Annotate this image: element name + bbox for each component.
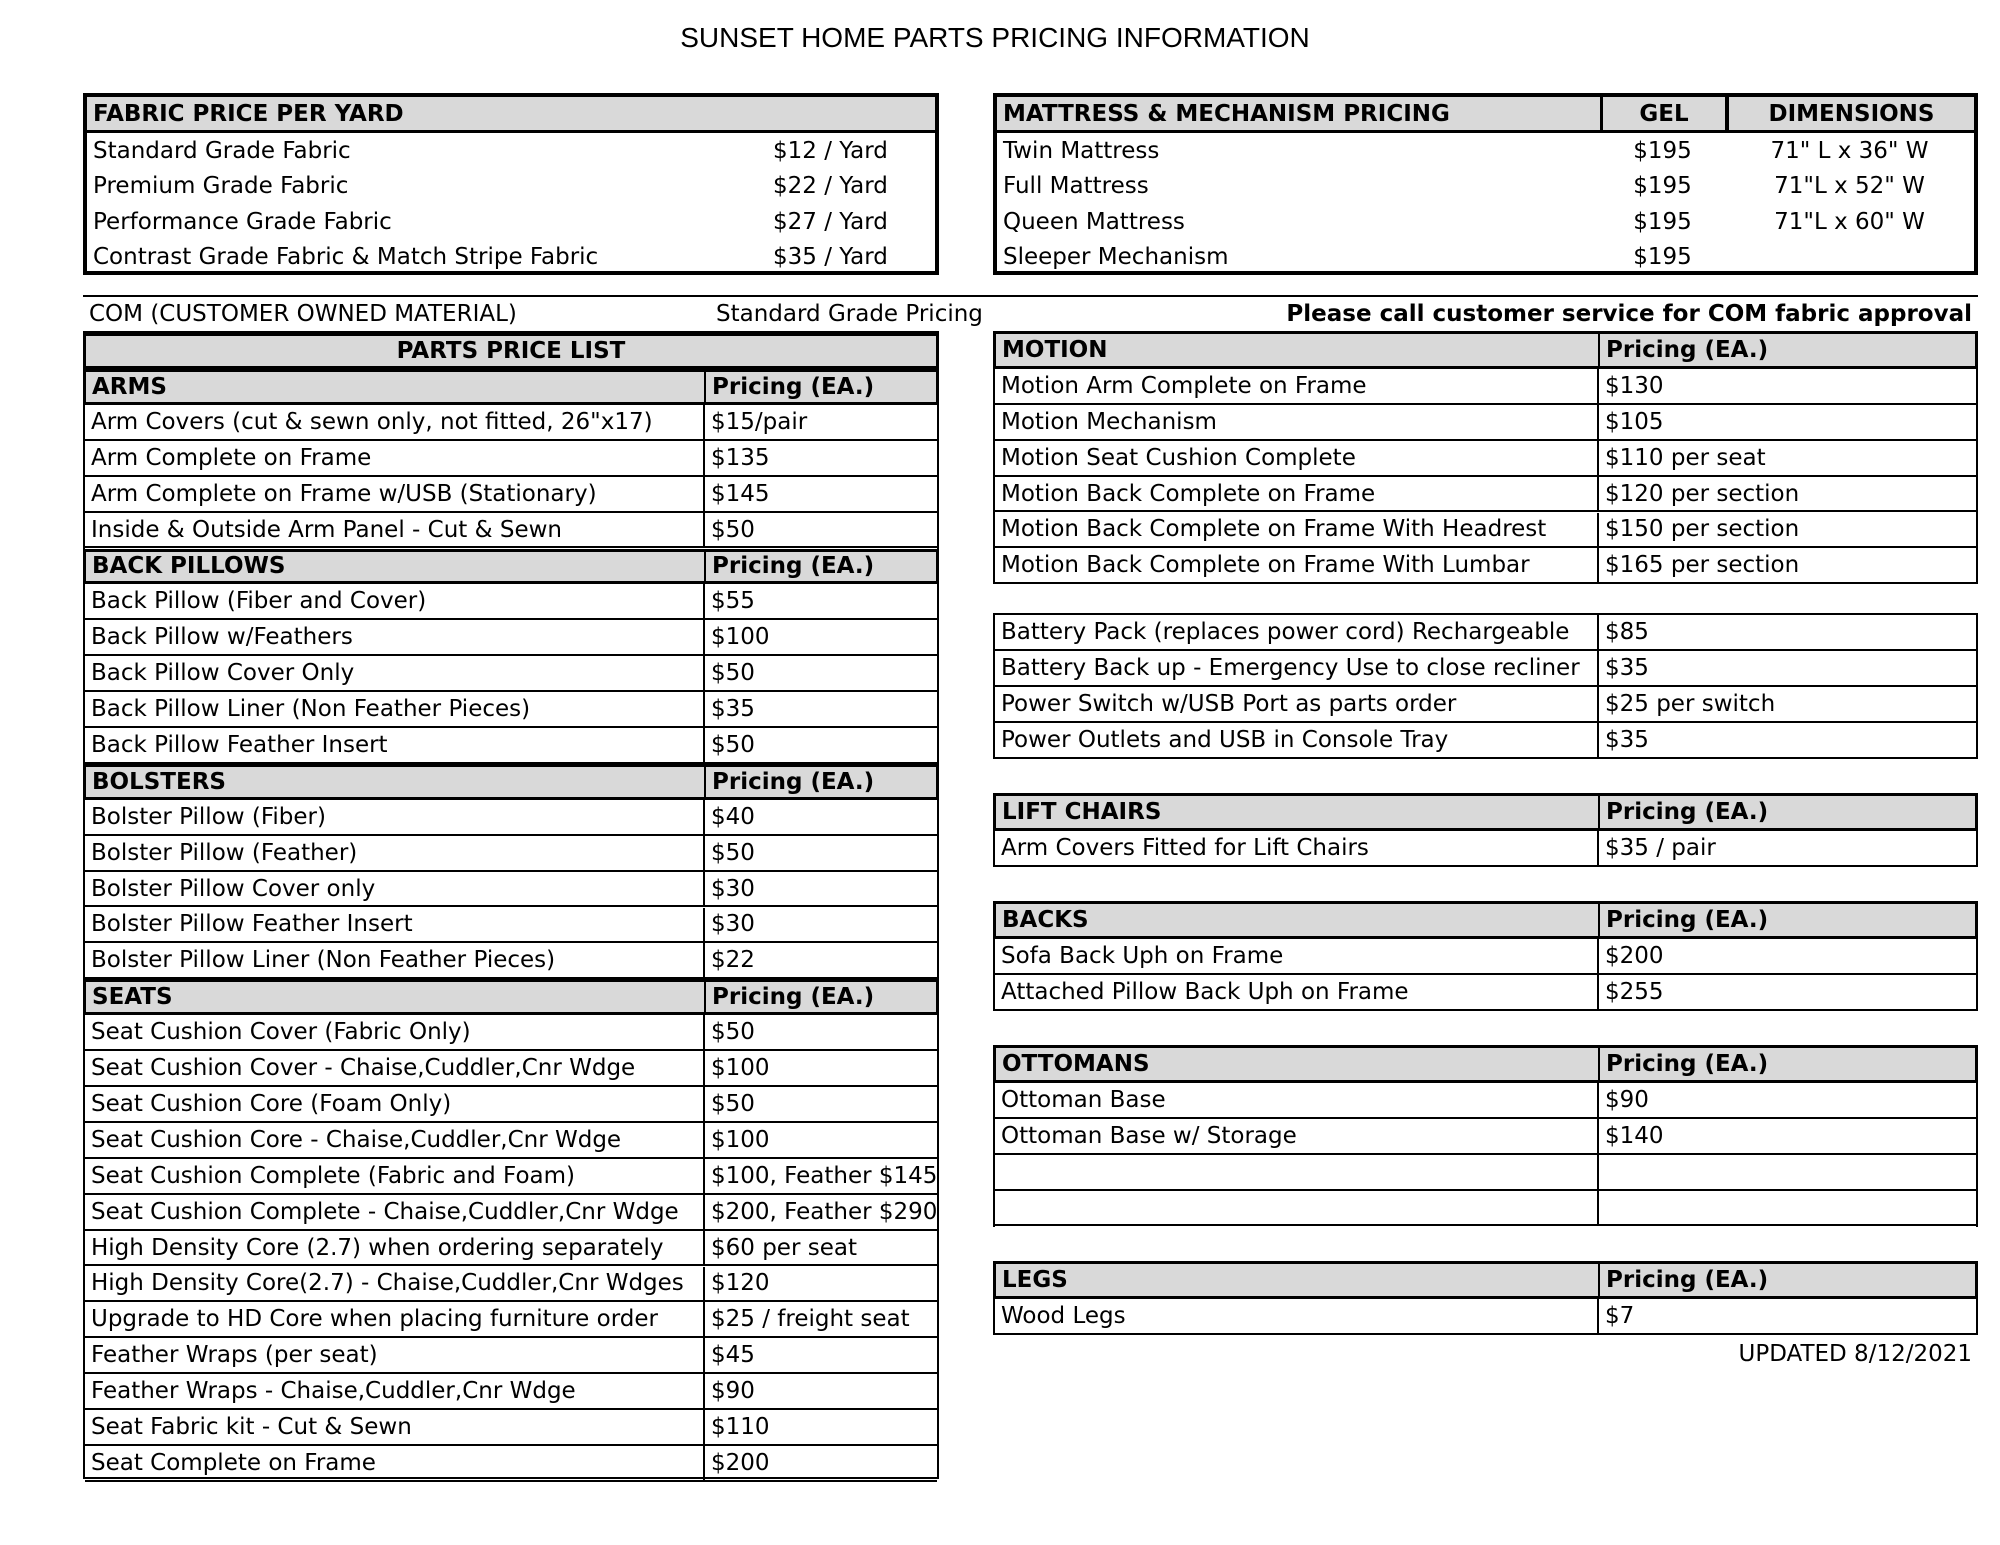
fabric-table	[83, 93, 939, 275]
price-header: Pricing (EA.)	[704, 982, 940, 1012]
part-price: $100	[703, 1051, 939, 1085]
part-price: $255	[1597, 975, 1976, 1009]
part-row	[995, 405, 1976, 441]
part-name	[995, 1155, 1597, 1189]
part-row	[995, 939, 1976, 975]
part-price: $50	[703, 513, 939, 547]
mattress-name: Twin Mattress	[1003, 137, 1160, 164]
part-row	[85, 800, 937, 836]
mattress-name: Sleeper Mechanism	[1003, 244, 1229, 271]
mattress-row	[997, 169, 1974, 205]
part-price: $35	[1597, 723, 1976, 757]
part-row	[85, 1087, 937, 1123]
part-price: $35 / pair	[1597, 831, 1976, 865]
part-price	[1597, 1191, 1976, 1225]
section-header-row	[993, 1261, 1978, 1299]
part-row	[85, 943, 937, 979]
fabric-row	[87, 169, 935, 205]
com-label: COM (CUSTOMER OWNED MATERIAL)	[89, 301, 517, 327]
part-price: $25 per switch	[1597, 687, 1976, 721]
part-price: $200	[1597, 939, 1976, 973]
part-name: Ottoman Base w/ Storage	[1001, 1122, 1297, 1149]
fabric-header: FABRIC PRICE PER YARD	[93, 100, 404, 127]
com-note: Please call customer service for COM fabric approval	[1286, 301, 1972, 327]
part-name: Seat Cushion Cover - Chaise,Cuddler,Cnr Wdge	[91, 1055, 636, 1082]
part-name	[995, 1191, 1597, 1225]
part-name: Bolster Pillow Feather Insert	[91, 911, 413, 938]
part-row	[995, 477, 1976, 513]
part-row	[85, 692, 937, 728]
ottomans-table	[993, 1045, 1978, 1227]
part-row	[85, 1231, 937, 1267]
mattress-name: Queen Mattress	[1003, 208, 1185, 235]
fabric-row	[87, 240, 935, 276]
part-name: Seat Cushion Core (Foam Only)	[91, 1090, 452, 1117]
part-name: Arm Covers Fitted for Lift Chairs	[1001, 834, 1369, 861]
updated-date: UPDATED 8/12/2021	[1738, 1341, 1972, 1367]
fabric-price: $12 / Yard	[773, 137, 888, 164]
part-row	[85, 1267, 937, 1303]
fabric-row	[87, 133, 935, 169]
mattress-table	[993, 93, 1978, 275]
part-row	[995, 369, 1976, 405]
fabric-name: Premium Grade Fabric	[93, 173, 349, 200]
part-price: $120	[703, 1267, 939, 1301]
part-row	[85, 908, 937, 944]
part-price: $150 per section	[1597, 513, 1976, 547]
part-price: $110 per seat	[1597, 441, 1976, 475]
parts-table	[83, 331, 939, 1479]
part-price: $120 per section	[1597, 477, 1976, 511]
mattress-dim: 71" L x 36" W	[1770, 137, 1929, 164]
mattress-name: Full Mattress	[1003, 173, 1149, 200]
part-price: $50	[703, 728, 939, 762]
section-title: MOTION	[1002, 336, 1108, 363]
part-name: Back Pillow (Fiber and Cover)	[91, 588, 427, 615]
lift-chairs-table	[993, 793, 1978, 867]
part-name: Bolster Pillow (Fiber)	[91, 803, 326, 830]
mattress-dim	[1727, 240, 1972, 276]
price-header: Pricing (EA.)	[1598, 1264, 1975, 1296]
part-row	[85, 1302, 937, 1338]
part-price: $50	[703, 836, 939, 870]
part-name: Motion Back Complete on Frame With Headrest	[1001, 516, 1547, 543]
com-line	[83, 295, 1978, 331]
section-title: LEGS	[1002, 1266, 1068, 1293]
part-name: Back Pillow Cover Only	[91, 660, 355, 687]
part-row	[85, 1051, 937, 1087]
part-row	[85, 1338, 937, 1374]
part-name: Back Pillow w/Feathers	[91, 624, 353, 651]
fabric-header-row	[87, 97, 935, 133]
part-name: Battery Pack (replaces power cord) Rechargeable	[1001, 618, 1570, 645]
part-name: Battery Back up - Emergency Use to close recliner	[1001, 654, 1580, 681]
price-header: Pricing (EA.)	[1598, 334, 1975, 366]
part-name: Motion Back Complete on Frame	[1001, 480, 1376, 507]
section-header-row	[993, 331, 1978, 369]
price-header: Pricing (EA.)	[704, 552, 940, 582]
part-name: Motion Arm Complete on Frame	[1001, 372, 1367, 399]
legs-table	[993, 1261, 1978, 1335]
part-price: $35	[1597, 651, 1976, 685]
part-name: Bolster Pillow Cover only	[91, 875, 376, 902]
part-price: $40	[703, 800, 939, 834]
part-price: $130	[1597, 369, 1976, 403]
part-row	[85, 1374, 937, 1410]
part-name: Motion Mechanism	[1001, 408, 1217, 435]
part-row	[85, 1446, 937, 1482]
part-row	[85, 1195, 937, 1231]
motion-table	[993, 331, 1978, 584]
part-name: Power Switch w/USB Port as parts order	[1001, 690, 1457, 717]
mattress-gel: $195	[1633, 137, 1692, 164]
part-price: $105	[1597, 405, 1976, 439]
part-name: Upgrade to HD Core when placing furniture order	[91, 1306, 658, 1333]
part-row	[85, 1410, 937, 1446]
part-row	[995, 513, 1976, 549]
part-row	[85, 1159, 937, 1195]
part-price: $135	[703, 441, 939, 475]
section-header-row	[83, 549, 939, 585]
part-name: Arm Complete on Frame w/USB (Stationary)	[91, 480, 597, 507]
section-header-row	[993, 1045, 1978, 1083]
section-header-row	[83, 979, 939, 1015]
part-name: Bolster Pillow Liner (Non Feather Pieces)	[91, 947, 556, 974]
mattress-row	[997, 240, 1974, 276]
section-title: LIFT CHAIRS	[1002, 798, 1162, 825]
part-name: High Density Core (2.7) when ordering separately	[91, 1234, 664, 1261]
mattress-gel: $195	[1633, 208, 1692, 235]
part-name: Arm Complete on Frame	[91, 444, 372, 471]
part-row	[995, 1155, 1976, 1191]
section-header-row	[993, 793, 1978, 831]
part-price: $200	[703, 1446, 939, 1480]
part-price: $60 per seat	[703, 1231, 939, 1265]
part-row	[995, 548, 1976, 584]
part-name: Seat Fabric kit - Cut & Sewn	[91, 1414, 412, 1441]
section-title: SEATS	[92, 984, 173, 1011]
section-header-row	[83, 764, 939, 800]
part-name: High Density Core(2.7) - Chaise,Cuddler,Cnr Wdges	[91, 1270, 684, 1297]
part-price: $100	[703, 1123, 939, 1157]
part-row	[85, 1123, 937, 1159]
price-header: Pricing (EA.)	[704, 767, 940, 797]
part-row	[85, 728, 937, 764]
section-title: BACKS	[1002, 906, 1089, 933]
part-name: Inside & Outside Arm Panel - Cut & Sewn	[91, 516, 562, 543]
mattress-header: MATTRESS & MECHANISM PRICING	[1003, 100, 1450, 127]
parts-title-row	[83, 333, 939, 369]
part-price: $100	[703, 620, 939, 654]
part-row	[85, 1015, 937, 1051]
part-price: $30	[703, 872, 939, 906]
part-price: $110	[703, 1410, 939, 1444]
part-name: Feather Wraps (per seat)	[91, 1342, 378, 1369]
part-row	[995, 1191, 1976, 1227]
part-price	[1597, 1155, 1976, 1189]
price-header: Pricing (EA.)	[1598, 904, 1975, 936]
part-price: $15/pair	[703, 405, 939, 439]
part-row	[995, 975, 1976, 1011]
part-row	[995, 1299, 1976, 1335]
part-row	[85, 441, 937, 477]
mattress-header-row	[997, 97, 1974, 133]
part-price: $200, Feather $290	[703, 1195, 939, 1229]
part-name: Power Outlets and USB in Console Tray	[1001, 726, 1449, 753]
part-row	[85, 513, 937, 549]
mattress-row	[997, 133, 1974, 169]
part-price: $90	[1597, 1083, 1976, 1117]
part-name: Seat Complete on Frame	[91, 1449, 376, 1476]
fabric-price: $22 / Yard	[773, 173, 888, 200]
part-row	[995, 831, 1976, 867]
part-price: $25 / freight seat	[703, 1302, 939, 1336]
part-row	[85, 656, 937, 692]
fabric-price: $27 / Yard	[773, 208, 888, 235]
page-title: SUNSET HOME PARTS PRICING INFORMATION	[680, 22, 1310, 53]
part-row	[85, 477, 937, 513]
part-price: $140	[1597, 1119, 1976, 1153]
part-name: Back Pillow Liner (Non Feather Pieces)	[91, 696, 531, 723]
mattress-dim: 71"L x 60" W	[1774, 208, 1925, 235]
part-name: Motion Back Complete on Frame With Lumbar	[1001, 552, 1530, 579]
part-price: $50	[703, 656, 939, 690]
part-price: $30	[703, 908, 939, 942]
price-header: Pricing (EA.)	[1598, 1048, 1975, 1080]
part-row	[995, 723, 1976, 759]
part-row	[85, 836, 937, 872]
part-name: Wood Legs	[1001, 1302, 1126, 1329]
part-row	[85, 405, 937, 441]
fabric-name: Standard Grade Fabric	[93, 137, 351, 164]
part-price: $165 per section	[1597, 548, 1976, 582]
section-header-row	[83, 369, 939, 405]
com-pricing: Standard Grade Pricing	[716, 301, 983, 327]
mattress-dim: 71"L x 52" W	[1774, 173, 1925, 200]
part-price: $45	[703, 1338, 939, 1372]
mattress-row	[997, 204, 1974, 240]
fabric-name: Contrast Grade Fabric & Match Stripe Fabric	[93, 244, 599, 271]
mattress-gel: $195	[1633, 173, 1692, 200]
part-name: Seat Cushion Complete - Chaise,Cuddler,Cnr Wdge	[91, 1198, 679, 1225]
part-name: Sofa Back Uph on Frame	[1001, 942, 1284, 969]
part-price: $85	[1597, 615, 1976, 649]
fabric-name: Performance Grade Fabric	[93, 208, 392, 235]
part-row	[85, 584, 937, 620]
mattress-gel: $195	[1633, 244, 1692, 271]
part-name: Ottoman Base	[1001, 1086, 1166, 1113]
part-name: Seat Cushion Core - Chaise,Cuddler,Cnr Wdge	[91, 1126, 622, 1153]
part-name: Arm Covers (cut & sewn only, not fitted, 26"x17)	[91, 408, 653, 435]
mattress-dim-header: DIMENSIONS	[1725, 97, 1974, 130]
part-row	[995, 1083, 1976, 1119]
part-row	[995, 687, 1976, 723]
part-price: $50	[703, 1015, 939, 1049]
part-name: Feather Wraps - Chaise,Cuddler,Cnr Wdge	[91, 1378, 576, 1405]
section-title: ARMS	[92, 373, 167, 400]
part-name: Back Pillow Feather Insert	[91, 731, 388, 758]
part-row	[995, 1119, 1976, 1155]
part-price: $22	[703, 943, 939, 977]
part-price: $50	[703, 1087, 939, 1121]
part-name: Attached Pillow Back Uph on Frame	[1001, 978, 1409, 1005]
fabric-row	[87, 204, 935, 240]
part-price: $90	[703, 1374, 939, 1408]
part-price: $7	[1597, 1299, 1976, 1333]
part-row	[995, 441, 1976, 477]
part-row	[85, 872, 937, 908]
part-row	[995, 615, 1976, 651]
part-price: $55	[703, 584, 939, 618]
parts-title: PARTS PRICE LIST	[396, 338, 626, 364]
part-row	[85, 620, 937, 656]
section-title: OTTOMANS	[1002, 1050, 1150, 1077]
part-price: $35	[703, 692, 939, 726]
part-row	[995, 651, 1976, 687]
part-name: Seat Cushion Complete (Fabric and Foam)	[91, 1162, 575, 1189]
part-name: Seat Cushion Cover (Fabric Only)	[91, 1019, 471, 1046]
section-header-row	[993, 901, 1978, 939]
part-price: $100, Feather $145	[703, 1159, 939, 1193]
mattress-gel-header: GEL	[1600, 97, 1725, 130]
fabric-price: $35 / Yard	[773, 244, 888, 271]
part-name: Motion Seat Cushion Complete	[1001, 444, 1356, 471]
price-header: Pricing (EA.)	[704, 372, 940, 402]
backs-table	[993, 901, 1978, 1011]
section-title: BACK PILLOWS	[92, 553, 286, 580]
part-name: Bolster Pillow (Feather)	[91, 839, 358, 866]
price-header: Pricing (EA.)	[1598, 796, 1975, 828]
part-price: $145	[703, 477, 939, 511]
section-title: BOLSTERS	[92, 768, 226, 795]
power-table	[993, 613, 1978, 759]
